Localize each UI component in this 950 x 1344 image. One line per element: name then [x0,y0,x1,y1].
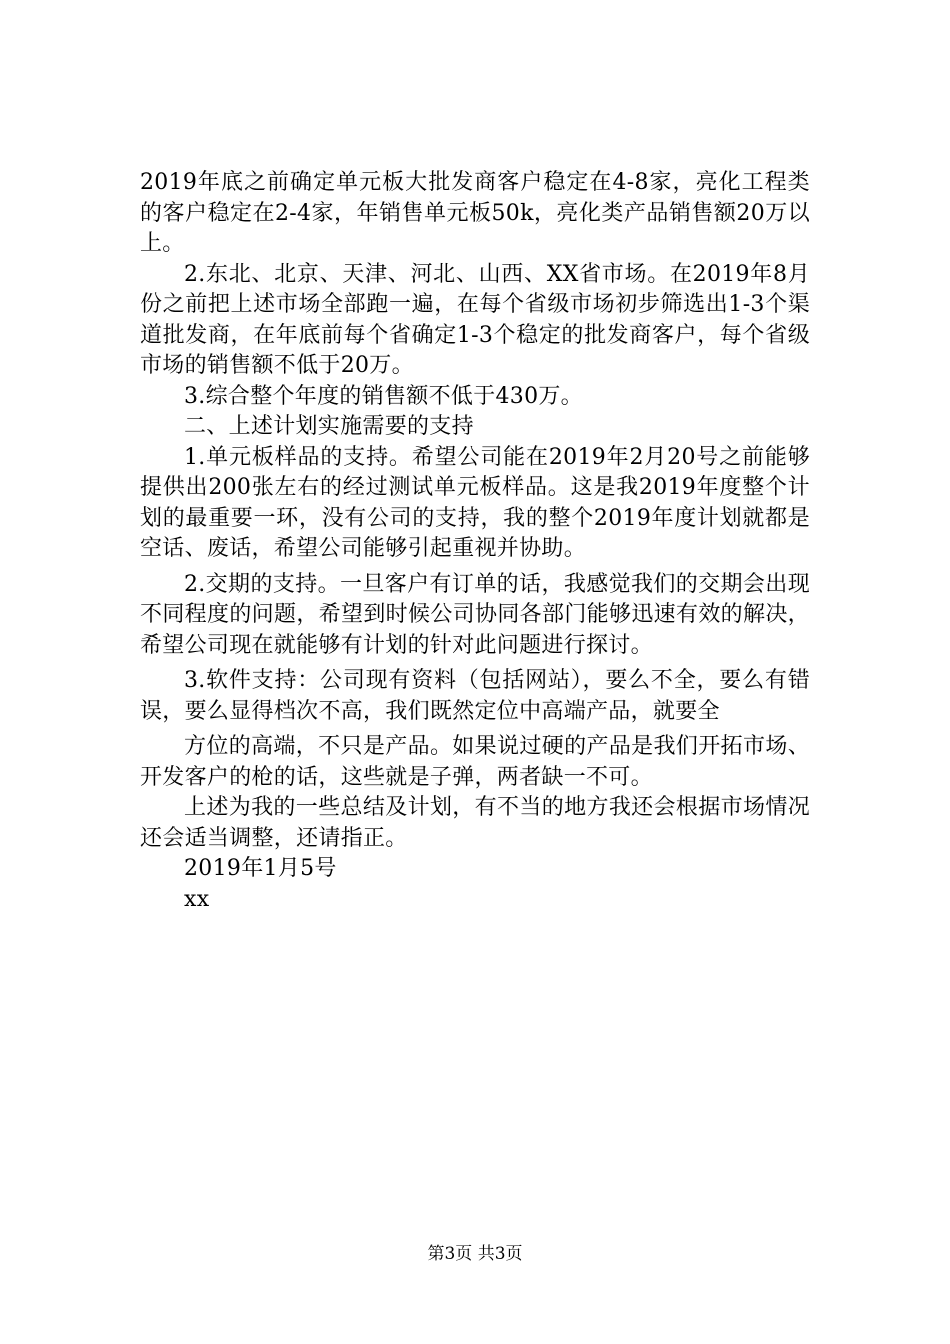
document-body [140,168,810,915]
section-heading-support: 二、上述计划实施需要的支持 [184,414,474,439]
paragraph-software-support: 3.软件支持：公司现有资料（包括网站），要么不全，要么有错误，要么显得档次不高，我们既然定位中高端产品，就要全 [140,668,810,724]
paragraph-annual-total: 3.综合整个年度的销售额不低于430万。 [184,383,583,409]
paragraph-sample-support: 1.单元板样品的支持。希望公司能在2019年2月20号之前能够提供出200张左右的经过测试单元板样品。这是我2019年度整个计划的最重要一环，没有公司的支持，我的整个2019年度计划就都是空话、废话，希望公司能够引起重视并协助。 [140,444,810,561]
document-signature: xx [184,886,210,912]
paragraph-delivery-support: 2.交期的支持。一旦客户有订单的话，我感觉我们的交期会出现不同程度的问题，希望到时候公司协同各部门能够迅速有效的解决，希望公司现在就能够有计划的针对此问题进行探讨。 [140,571,810,658]
paragraph-sales-targets: 2019年底之前确定单元板大批发商客户稳定在4-8家，亮化工程类的客户稳定在2-4家，年销售单元板50k，亮化类产品销售额20万以上。 [140,170,810,256]
paragraph-closing: 上述为我的一些总结及计划，有不当的地方我还会根据市场情况还会适当调整，还请指正。 [140,795,810,851]
document-date: 2019年1月5号 [184,856,337,881]
paragraph-software-support-continued: 方位的高端，不只是产品。如果说过硬的产品是我们开拓市场、开发客户的枪的话，这些就是子弹，两者缺一不可。 [140,734,810,790]
paragraph-regional-markets: 2.东北、北京、天津、河北、山西、XX省市场。在2019年8月份之前把上述市场全部跑一遍，在每个省级市场初步筛选出1-3个渠道批发商，在年底前每个省确定1-3个稳定的批发商客户，每个省级市场的销售额不低于20万。 [140,261,810,378]
page-number-footer: 第3页 共3页 [427,1244,523,1264]
